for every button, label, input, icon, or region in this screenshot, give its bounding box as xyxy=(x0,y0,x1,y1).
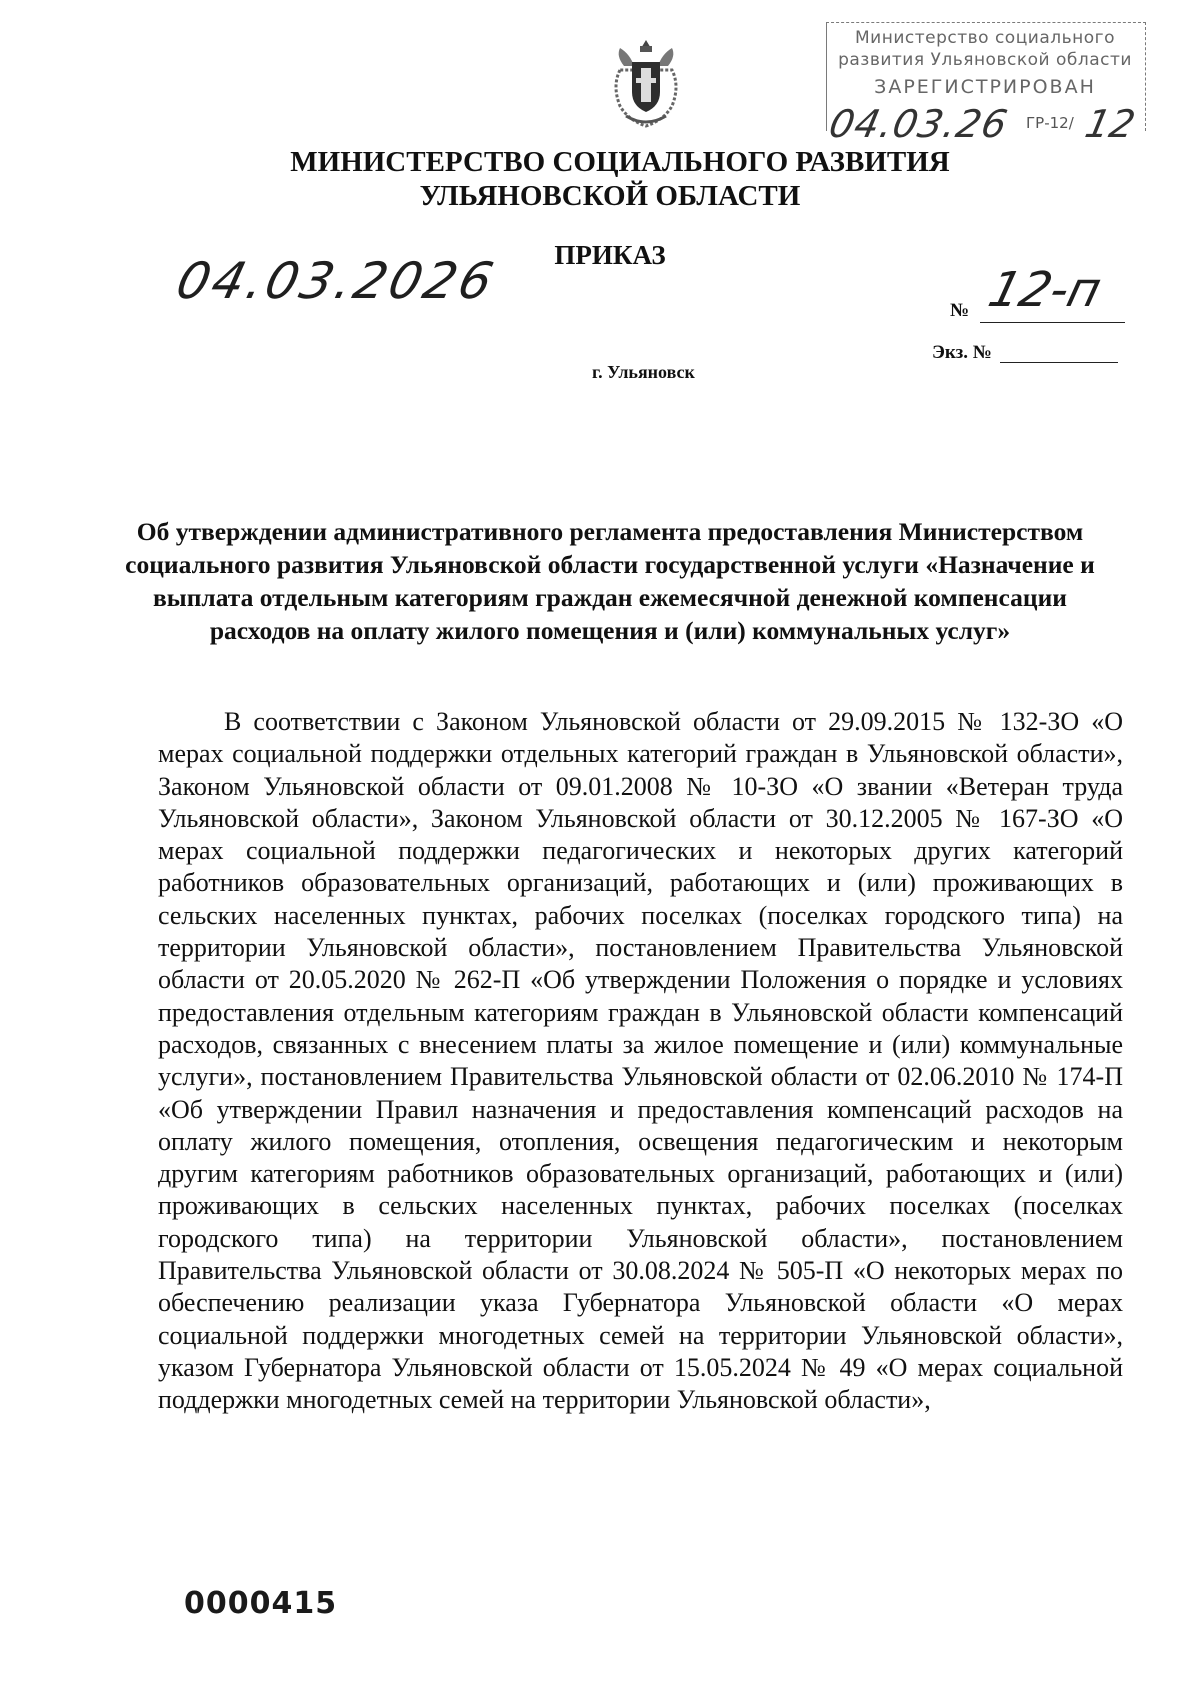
stamp-handwritten-reg-number: 12 xyxy=(1081,102,1140,146)
ministry-name-line2: УЛЬЯНОВСКОЙ ОБЛАСТИ xyxy=(419,180,801,212)
number-sign: № xyxy=(950,300,970,321)
document-type: ПРИКАЗ xyxy=(554,240,666,270)
ulyanovsk-coat-of-arms-icon xyxy=(606,36,686,132)
stamp-reg-prefix: ГР-12/ xyxy=(1026,114,1074,132)
order-body-paragraph: В соответствии с Законом Ульяновской области от 29.09.2015 № 132-ЗО «О мерах социальной поддержки отдельных категорий граждан в Ульяновской области», Законом Ульяновской области от 09.01.2008 № 10-ЗО «О звании «Ветеран труда Ульяновской области», Законом Ульяновской области от 30.12.2005 № 167-ЗО «О мерах социальной поддержки педагогических и некоторых других категорий работников образовательных организаций, работающих и (или) проживающих в сельских населенных пунктах, рабочих поселках (поселках городского типа) на территории Ульяновской области», постановлением Правительства Ульяновской области от 20.05.2020 № 262-П «Об утверждении Положения о порядке и условиях предоставления отдельным категориям граждан в Ульяновской области компенсаций расходов, связанных с внесением платы за жилое помещение и (или) коммунальные услуги», постановлением Правительства Ульяновской области от 02.06.2010 № 174-П «Об утверждении Правил назначения и предоставления компенсаций расходов на оплату жилого помещения, отопления, освещения педагогическим и некоторым другим категориям работников образовательных организаций, работающих и (или) проживающих в сельских населенных пунктах, рабочих поселках (поселках городского типа) на территории Ульяновской области», постановлением Правительства Ульяновской области от 30.08.2024 № 505-П «О некоторых мерах по обеспечению реализации указа Губернатора Ульяновской области «О мерах социальной поддержки многодетных семей на территории Ульяновской области», указом Губернатора Ульяновской области от 15.05.2024 № 49 «О мерах социальной поддержки многодетных семей на территории Ульяновской области», xyxy=(158,707,1123,1415)
stamp-line2: развития Ульяновской области xyxy=(838,50,1132,70)
order-title: Об утверждении административного регламента предоставления Министерством социального развития Ульяновской области государственной услуги «Назначение и выплата отдельным категориям граждан ежемесячной денежной компенсации расходов на оплату жилого помещения и (или) коммунальных услуг» xyxy=(125,517,1095,645)
ministry-name-line1: МИНИСТЕРСТВО СОЦИАЛЬНОГО РАЗВИТИЯ xyxy=(290,146,950,178)
city: г. Ульяновск xyxy=(592,362,695,382)
handwritten-date: 04.03.2026 xyxy=(170,252,502,310)
copy-number-underline xyxy=(1000,362,1118,363)
form-serial-number: 0000415 xyxy=(184,1586,338,1621)
number-underline xyxy=(980,322,1125,323)
stamp-line1: Министерство социального xyxy=(855,28,1115,48)
handwritten-order-number: 12-п xyxy=(983,262,1107,318)
registration-stamp xyxy=(825,22,1146,146)
stamp-status: ЗАРЕГИСТРИРОВАН xyxy=(874,76,1096,98)
copy-number-label: Экз. № xyxy=(932,342,992,363)
stamp-handwritten-date: 04.03.26 xyxy=(825,102,1012,146)
